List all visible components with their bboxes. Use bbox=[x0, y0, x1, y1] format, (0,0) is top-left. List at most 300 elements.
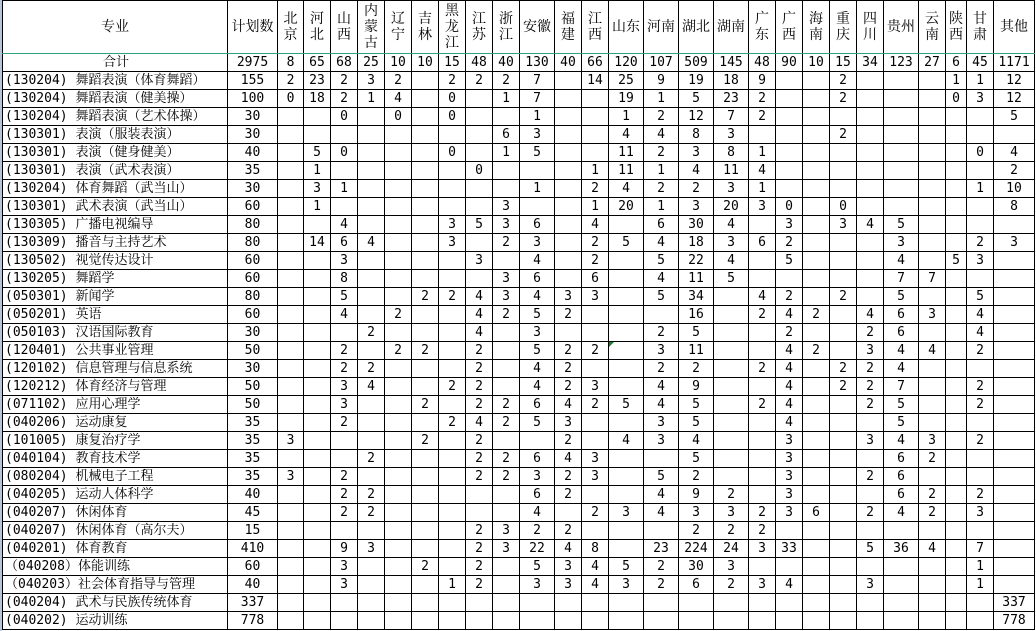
quota-cell[interactable] bbox=[412, 360, 439, 378]
header-province[interactable] bbox=[412, 1, 439, 54]
quota-cell[interactable] bbox=[830, 162, 857, 180]
quota-cell[interactable]: 1 bbox=[493, 90, 520, 108]
quota-cell[interactable] bbox=[803, 360, 830, 378]
quota-cell[interactable] bbox=[412, 522, 439, 540]
quota-cell[interactable] bbox=[946, 234, 967, 252]
quota-cell[interactable] bbox=[412, 270, 439, 288]
quota-cell[interactable]: 12 bbox=[679, 108, 714, 126]
quota-cell[interactable] bbox=[967, 414, 994, 432]
quota-cell[interactable] bbox=[967, 612, 994, 630]
plan-cell[interactable]: 60 bbox=[228, 252, 278, 270]
quota-cell[interactable]: 3 bbox=[304, 180, 331, 198]
quota-cell[interactable] bbox=[884, 576, 919, 594]
quota-cell[interactable] bbox=[714, 450, 749, 468]
major-cell[interactable]: (120401) 公共事业管理 bbox=[3, 342, 228, 360]
quota-cell[interactable]: 1 bbox=[644, 162, 679, 180]
quota-cell[interactable] bbox=[331, 450, 358, 468]
quota-cell[interactable] bbox=[776, 144, 803, 162]
quota-cell[interactable] bbox=[919, 216, 946, 234]
quota-cell[interactable] bbox=[466, 234, 493, 252]
quota-cell[interactable] bbox=[331, 198, 358, 216]
quota-cell[interactable] bbox=[582, 126, 609, 144]
quota-cell[interactable]: 3 bbox=[776, 504, 803, 522]
quota-cell[interactable] bbox=[830, 504, 857, 522]
quota-cell[interactable] bbox=[412, 576, 439, 594]
quota-cell[interactable]: 3 bbox=[679, 144, 714, 162]
quota-cell[interactable]: 4 bbox=[749, 288, 776, 306]
quota-cell[interactable] bbox=[714, 594, 749, 612]
quota-cell[interactable] bbox=[466, 612, 493, 630]
quota-cell[interactable] bbox=[278, 558, 304, 576]
quota-cell[interactable] bbox=[609, 252, 644, 270]
quota-cell[interactable] bbox=[994, 306, 1035, 324]
quota-cell[interactable] bbox=[412, 126, 439, 144]
quota-cell[interactable]: 3 bbox=[679, 504, 714, 522]
quota-cell[interactable] bbox=[358, 594, 385, 612]
quota-cell[interactable]: 2 bbox=[385, 306, 412, 324]
quota-cell[interactable] bbox=[830, 576, 857, 594]
total-cell[interactable]: 509 bbox=[679, 54, 714, 72]
quota-cell[interactable] bbox=[304, 270, 331, 288]
plan-cell[interactable]: 40 bbox=[228, 486, 278, 504]
plan-cell[interactable]: 60 bbox=[228, 198, 278, 216]
quota-cell[interactable]: 3 bbox=[644, 342, 679, 360]
plan-cell[interactable]: 30 bbox=[228, 324, 278, 342]
quota-cell[interactable] bbox=[679, 594, 714, 612]
quota-cell[interactable]: 5 bbox=[520, 306, 555, 324]
quota-cell[interactable] bbox=[994, 342, 1035, 360]
quota-cell[interactable]: 4 bbox=[609, 180, 644, 198]
quota-cell[interactable]: 0 bbox=[466, 162, 493, 180]
quota-cell[interactable]: 1 bbox=[304, 162, 331, 180]
quota-cell[interactable] bbox=[857, 198, 884, 216]
quota-cell[interactable]: 18 bbox=[714, 72, 749, 90]
quota-cell[interactable] bbox=[582, 486, 609, 504]
quota-cell[interactable]: 3 bbox=[439, 216, 466, 234]
quota-cell[interactable]: 23 bbox=[304, 72, 331, 90]
quota-cell[interactable] bbox=[412, 108, 439, 126]
quota-cell[interactable] bbox=[278, 594, 304, 612]
quota-cell[interactable]: 9 bbox=[644, 72, 679, 90]
quota-cell[interactable] bbox=[555, 216, 582, 234]
quota-cell[interactable]: 6 bbox=[520, 450, 555, 468]
quota-cell[interactable]: 3 bbox=[466, 252, 493, 270]
quota-cell[interactable]: 3 bbox=[331, 558, 358, 576]
quota-cell[interactable]: 3 bbox=[749, 540, 776, 558]
quota-cell[interactable]: 5 bbox=[967, 288, 994, 306]
quota-cell[interactable] bbox=[304, 414, 331, 432]
major-cell[interactable]: (040205) 运动人体科学 bbox=[3, 486, 228, 504]
quota-cell[interactable]: 9 bbox=[679, 486, 714, 504]
quota-cell[interactable] bbox=[493, 180, 520, 198]
quota-cell[interactable] bbox=[946, 342, 967, 360]
quota-cell[interactable]: 2 bbox=[466, 360, 493, 378]
quota-cell[interactable] bbox=[919, 576, 946, 594]
quota-cell[interactable] bbox=[412, 90, 439, 108]
quota-cell[interactable]: 3 bbox=[331, 378, 358, 396]
quota-cell[interactable]: 8 bbox=[331, 270, 358, 288]
header-province[interactable] bbox=[946, 1, 967, 54]
quota-cell[interactable] bbox=[857, 72, 884, 90]
quota-cell[interactable] bbox=[439, 324, 466, 342]
quota-cell[interactable] bbox=[609, 378, 644, 396]
quota-cell[interactable] bbox=[919, 180, 946, 198]
quota-cell[interactable] bbox=[493, 360, 520, 378]
quota-cell[interactable] bbox=[278, 126, 304, 144]
quota-cell[interactable]: 2 bbox=[967, 432, 994, 450]
major-cell[interactable]: (040201) 体育教育 bbox=[3, 540, 228, 558]
quota-cell[interactable] bbox=[919, 234, 946, 252]
quota-cell[interactable]: 1 bbox=[967, 576, 994, 594]
quota-cell[interactable] bbox=[967, 450, 994, 468]
quota-cell[interactable]: 4 bbox=[385, 90, 412, 108]
quota-cell[interactable]: 2 bbox=[582, 504, 609, 522]
quota-cell[interactable] bbox=[919, 594, 946, 612]
quota-cell[interactable]: 4 bbox=[884, 504, 919, 522]
major-cell[interactable]: (040207) 休闲体育 bbox=[3, 504, 228, 522]
quota-cell[interactable]: 4 bbox=[714, 216, 749, 234]
quota-cell[interactable] bbox=[278, 198, 304, 216]
quota-cell[interactable] bbox=[803, 558, 830, 576]
quota-cell[interactable]: 1 bbox=[967, 180, 994, 198]
quota-cell[interactable]: 5 bbox=[644, 288, 679, 306]
plan-cell[interactable]: 30 bbox=[228, 360, 278, 378]
quota-cell[interactable] bbox=[884, 558, 919, 576]
quota-cell[interactable] bbox=[803, 288, 830, 306]
quota-cell[interactable]: 6 bbox=[644, 216, 679, 234]
quota-cell[interactable] bbox=[493, 378, 520, 396]
quota-cell[interactable] bbox=[803, 486, 830, 504]
quota-cell[interactable]: 6 bbox=[520, 270, 555, 288]
quota-cell[interactable] bbox=[304, 486, 331, 504]
quota-cell[interactable]: 2 bbox=[830, 90, 857, 108]
header-province[interactable] bbox=[304, 1, 331, 54]
plan-cell[interactable]: 50 bbox=[228, 342, 278, 360]
header-province[interactable] bbox=[857, 1, 884, 54]
quota-cell[interactable]: 4 bbox=[582, 576, 609, 594]
major-cell[interactable]: (040104) 教育技术学 bbox=[3, 450, 228, 468]
quota-cell[interactable]: 2 bbox=[749, 306, 776, 324]
quota-cell[interactable] bbox=[304, 108, 331, 126]
total-cell[interactable]: 6 bbox=[946, 54, 967, 72]
major-cell[interactable]: (040206) 运动康复 bbox=[3, 414, 228, 432]
quota-cell[interactable]: 5 bbox=[609, 396, 644, 414]
quota-cell[interactable]: 2 bbox=[582, 252, 609, 270]
quota-cell[interactable] bbox=[304, 450, 331, 468]
quota-cell[interactable]: 2 bbox=[776, 288, 803, 306]
quota-cell[interactable] bbox=[582, 522, 609, 540]
quota-cell[interactable] bbox=[609, 414, 644, 432]
quota-cell[interactable] bbox=[385, 180, 412, 198]
quota-cell[interactable] bbox=[644, 450, 679, 468]
quota-cell[interactable]: 4 bbox=[749, 162, 776, 180]
quota-cell[interactable]: 2 bbox=[466, 378, 493, 396]
quota-cell[interactable]: 1 bbox=[609, 108, 644, 126]
quota-cell[interactable]: 2 bbox=[555, 378, 582, 396]
quota-cell[interactable] bbox=[358, 288, 385, 306]
quota-cell[interactable] bbox=[884, 108, 919, 126]
quota-cell[interactable] bbox=[493, 432, 520, 450]
quota-cell[interactable]: 5 bbox=[994, 108, 1035, 126]
quota-cell[interactable] bbox=[582, 90, 609, 108]
quota-cell[interactable]: 4 bbox=[679, 162, 714, 180]
quota-cell[interactable] bbox=[493, 558, 520, 576]
quota-cell[interactable] bbox=[412, 594, 439, 612]
quota-cell[interactable]: 2 bbox=[466, 450, 493, 468]
quota-cell[interactable] bbox=[776, 558, 803, 576]
quota-cell[interactable] bbox=[946, 324, 967, 342]
quota-cell[interactable] bbox=[278, 522, 304, 540]
quota-cell[interactable] bbox=[994, 432, 1035, 450]
quota-cell[interactable] bbox=[644, 522, 679, 540]
quota-cell[interactable] bbox=[385, 576, 412, 594]
quota-cell[interactable] bbox=[803, 324, 830, 342]
quota-cell[interactable] bbox=[609, 306, 644, 324]
quota-cell[interactable]: 18 bbox=[304, 90, 331, 108]
quota-cell[interactable]: 1 bbox=[946, 72, 967, 90]
quota-cell[interactable]: 3 bbox=[884, 234, 919, 252]
quota-cell[interactable]: 8 bbox=[679, 126, 714, 144]
quota-cell[interactable] bbox=[331, 162, 358, 180]
quota-cell[interactable]: 2 bbox=[466, 432, 493, 450]
quota-cell[interactable] bbox=[385, 468, 412, 486]
quota-cell[interactable] bbox=[304, 324, 331, 342]
quota-cell[interactable] bbox=[520, 594, 555, 612]
quota-cell[interactable] bbox=[830, 486, 857, 504]
quota-cell[interactable] bbox=[466, 180, 493, 198]
quota-cell[interactable] bbox=[439, 126, 466, 144]
quota-cell[interactable]: 8 bbox=[994, 198, 1035, 216]
quota-cell[interactable] bbox=[803, 162, 830, 180]
quota-cell[interactable] bbox=[967, 360, 994, 378]
quota-cell[interactable]: 6 bbox=[520, 486, 555, 504]
quota-cell[interactable] bbox=[994, 540, 1035, 558]
total-cell[interactable]: 123 bbox=[884, 54, 919, 72]
quota-cell[interactable]: 6 bbox=[679, 576, 714, 594]
quota-cell[interactable]: 6 bbox=[331, 234, 358, 252]
quota-cell[interactable]: 3 bbox=[493, 270, 520, 288]
quota-cell[interactable] bbox=[439, 306, 466, 324]
quota-cell[interactable] bbox=[644, 306, 679, 324]
quota-cell[interactable] bbox=[439, 432, 466, 450]
quota-cell[interactable]: 2 bbox=[555, 360, 582, 378]
quota-cell[interactable]: 3 bbox=[278, 432, 304, 450]
quota-cell[interactable] bbox=[439, 270, 466, 288]
quota-cell[interactable] bbox=[803, 396, 830, 414]
quota-cell[interactable] bbox=[946, 450, 967, 468]
quota-cell[interactable] bbox=[439, 360, 466, 378]
quota-cell[interactable]: 2 bbox=[493, 396, 520, 414]
quota-cell[interactable] bbox=[555, 180, 582, 198]
quota-cell[interactable]: 2 bbox=[331, 414, 358, 432]
quota-cell[interactable]: 2 bbox=[967, 234, 994, 252]
quota-cell[interactable] bbox=[439, 468, 466, 486]
quota-cell[interactable]: 30 bbox=[679, 558, 714, 576]
quota-cell[interactable] bbox=[555, 270, 582, 288]
quota-cell[interactable]: 2 bbox=[439, 72, 466, 90]
quota-cell[interactable] bbox=[946, 522, 967, 540]
total-cell[interactable]: 27 bbox=[919, 54, 946, 72]
quota-cell[interactable]: 2 bbox=[555, 468, 582, 486]
quota-cell[interactable]: 2 bbox=[582, 396, 609, 414]
quota-cell[interactable] bbox=[278, 216, 304, 234]
quota-cell[interactable]: 6 bbox=[884, 450, 919, 468]
quota-cell[interactable]: 3 bbox=[520, 468, 555, 486]
quota-cell[interactable] bbox=[946, 126, 967, 144]
quota-cell[interactable]: 2 bbox=[555, 306, 582, 324]
comment-indicator-icon[interactable] bbox=[609, 342, 614, 347]
quota-cell[interactable] bbox=[714, 360, 749, 378]
quota-cell[interactable] bbox=[830, 468, 857, 486]
quota-cell[interactable]: 2 bbox=[331, 360, 358, 378]
quota-cell[interactable] bbox=[304, 378, 331, 396]
quota-cell[interactable]: 2 bbox=[493, 72, 520, 90]
quota-cell[interactable]: 2 bbox=[439, 378, 466, 396]
quota-cell[interactable]: 2 bbox=[749, 360, 776, 378]
quota-cell[interactable]: 2 bbox=[994, 162, 1035, 180]
quota-cell[interactable] bbox=[857, 594, 884, 612]
quota-cell[interactable] bbox=[946, 504, 967, 522]
quota-cell[interactable] bbox=[520, 198, 555, 216]
quota-cell[interactable] bbox=[967, 216, 994, 234]
quota-cell[interactable]: 2 bbox=[749, 108, 776, 126]
quota-cell[interactable] bbox=[412, 468, 439, 486]
quota-cell[interactable] bbox=[803, 540, 830, 558]
quota-cell[interactable]: 2 bbox=[493, 234, 520, 252]
plan-cell[interactable]: 778 bbox=[228, 612, 278, 630]
quota-cell[interactable] bbox=[278, 288, 304, 306]
quota-cell[interactable] bbox=[884, 522, 919, 540]
quota-cell[interactable] bbox=[304, 252, 331, 270]
quota-cell[interactable]: 5 bbox=[304, 144, 331, 162]
quota-cell[interactable]: 778 bbox=[994, 612, 1035, 630]
quota-cell[interactable] bbox=[803, 594, 830, 612]
quota-cell[interactable] bbox=[857, 414, 884, 432]
quota-cell[interactable]: 3 bbox=[582, 288, 609, 306]
quota-cell[interactable]: 3 bbox=[520, 576, 555, 594]
quota-cell[interactable]: 4 bbox=[520, 288, 555, 306]
header-province[interactable] bbox=[493, 1, 520, 54]
quota-cell[interactable]: 1 bbox=[304, 198, 331, 216]
quota-cell[interactable] bbox=[946, 360, 967, 378]
quota-cell[interactable] bbox=[304, 216, 331, 234]
quota-cell[interactable]: 2 bbox=[749, 522, 776, 540]
quota-cell[interactable]: 0 bbox=[946, 90, 967, 108]
quota-cell[interactable] bbox=[830, 108, 857, 126]
quota-cell[interactable] bbox=[278, 450, 304, 468]
quota-cell[interactable]: 3 bbox=[439, 234, 466, 252]
plan-cell[interactable]: 60 bbox=[228, 306, 278, 324]
quota-cell[interactable] bbox=[857, 234, 884, 252]
quota-cell[interactable] bbox=[466, 504, 493, 522]
quota-cell[interactable]: 3 bbox=[609, 576, 644, 594]
quota-cell[interactable]: 11 bbox=[714, 162, 749, 180]
quota-cell[interactable] bbox=[493, 162, 520, 180]
quota-cell[interactable]: 3 bbox=[520, 324, 555, 342]
quota-cell[interactable] bbox=[493, 486, 520, 504]
quota-cell[interactable] bbox=[609, 594, 644, 612]
quota-cell[interactable] bbox=[714, 324, 749, 342]
quota-cell[interactable]: 3 bbox=[679, 198, 714, 216]
quota-cell[interactable] bbox=[830, 450, 857, 468]
quota-cell[interactable]: 2 bbox=[331, 342, 358, 360]
plan-cell[interactable]: 35 bbox=[228, 162, 278, 180]
quota-cell[interactable] bbox=[776, 270, 803, 288]
quota-cell[interactable] bbox=[830, 306, 857, 324]
quota-cell[interactable]: 4 bbox=[857, 216, 884, 234]
quota-cell[interactable]: 2 bbox=[358, 450, 385, 468]
plan-cell[interactable]: 35 bbox=[228, 432, 278, 450]
quota-cell[interactable] bbox=[884, 72, 919, 90]
quota-cell[interactable]: 2 bbox=[644, 360, 679, 378]
plan-cell[interactable]: 40 bbox=[228, 576, 278, 594]
quota-cell[interactable] bbox=[776, 522, 803, 540]
quota-cell[interactable]: 4 bbox=[520, 504, 555, 522]
quota-cell[interactable]: 3 bbox=[749, 198, 776, 216]
quota-cell[interactable] bbox=[609, 612, 644, 630]
header-province[interactable] bbox=[644, 1, 679, 54]
quota-cell[interactable] bbox=[609, 540, 644, 558]
quota-cell[interactable] bbox=[749, 486, 776, 504]
quota-cell[interactable] bbox=[803, 144, 830, 162]
quota-cell[interactable] bbox=[385, 360, 412, 378]
quota-cell[interactable]: 2 bbox=[555, 432, 582, 450]
quota-cell[interactable] bbox=[803, 252, 830, 270]
quota-cell[interactable]: 2 bbox=[967, 342, 994, 360]
quota-cell[interactable]: 3 bbox=[493, 522, 520, 540]
quota-cell[interactable]: 5 bbox=[946, 252, 967, 270]
quota-cell[interactable]: 2 bbox=[358, 360, 385, 378]
plan-cell[interactable]: 35 bbox=[228, 414, 278, 432]
quota-cell[interactable]: 4 bbox=[555, 450, 582, 468]
quota-cell[interactable]: 6 bbox=[884, 306, 919, 324]
quota-cell[interactable]: 11 bbox=[609, 144, 644, 162]
quota-cell[interactable] bbox=[776, 162, 803, 180]
quota-cell[interactable]: 6 bbox=[884, 468, 919, 486]
quota-cell[interactable]: 3 bbox=[644, 414, 679, 432]
quota-cell[interactable] bbox=[967, 594, 994, 612]
quota-cell[interactable] bbox=[304, 522, 331, 540]
quota-cell[interactable] bbox=[857, 558, 884, 576]
quota-cell[interactable] bbox=[520, 432, 555, 450]
quota-cell[interactable] bbox=[919, 288, 946, 306]
quota-cell[interactable]: 3 bbox=[776, 216, 803, 234]
quota-cell[interactable] bbox=[803, 126, 830, 144]
quota-cell[interactable]: 4 bbox=[776, 378, 803, 396]
total-cell[interactable]: 120 bbox=[609, 54, 644, 72]
quota-cell[interactable]: 25 bbox=[609, 72, 644, 90]
quota-cell[interactable] bbox=[714, 306, 749, 324]
quota-cell[interactable] bbox=[714, 342, 749, 360]
quota-cell[interactable]: 2 bbox=[439, 414, 466, 432]
quota-cell[interactable] bbox=[946, 540, 967, 558]
quota-cell[interactable]: 5 bbox=[609, 558, 644, 576]
quota-cell[interactable]: 5 bbox=[679, 450, 714, 468]
quota-cell[interactable]: 4 bbox=[555, 540, 582, 558]
quota-cell[interactable] bbox=[358, 198, 385, 216]
plan-cell[interactable]: 30 bbox=[228, 126, 278, 144]
quota-cell[interactable]: 3 bbox=[857, 432, 884, 450]
quota-cell[interactable] bbox=[946, 612, 967, 630]
quota-cell[interactable]: 3 bbox=[714, 180, 749, 198]
quota-cell[interactable]: 3 bbox=[830, 216, 857, 234]
major-cell[interactable]: (101005) 康复治疗学 bbox=[3, 432, 228, 450]
quota-cell[interactable]: 3 bbox=[714, 558, 749, 576]
quota-cell[interactable]: 5 bbox=[679, 414, 714, 432]
header-province[interactable] bbox=[919, 1, 946, 54]
quota-cell[interactable]: 2 bbox=[644, 558, 679, 576]
quota-cell[interactable]: 3 bbox=[644, 432, 679, 450]
